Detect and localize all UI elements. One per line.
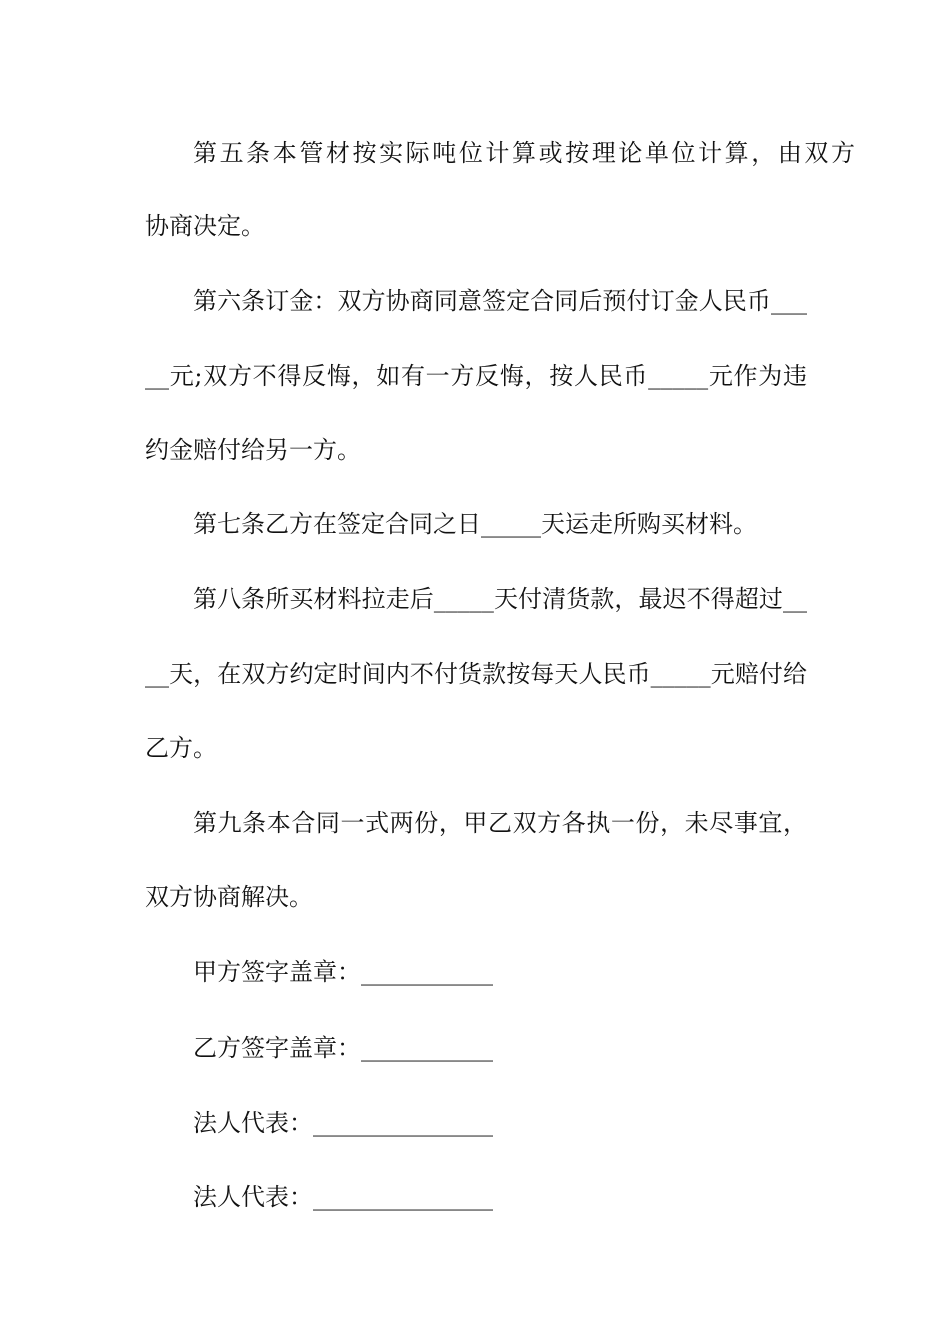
party-a-signature-line: 甲方签字盖章：___________ xyxy=(193,958,493,986)
article-5-line-2: 协商决定。 xyxy=(145,212,265,240)
article-5-line-1: 第五条本管材按实际吨位计算或按理论单位计算，由双方 xyxy=(193,139,855,167)
article-6-line-2: __元;双方不得反悔，如有一方反悔，按人民币_____元作为违 xyxy=(145,362,807,390)
legal-representative-line-1: 法人代表：_______________ xyxy=(193,1109,493,1137)
legal-representative-line-2: 法人代表：_______________ xyxy=(193,1183,493,1211)
article-8-line-3: 乙方。 xyxy=(145,734,217,762)
article-8-line-1: 第八条所买材料拉走后_____天付清货款，最迟不得超过__ xyxy=(193,585,807,613)
party-b-signature-line: 乙方签字盖章：___________ xyxy=(193,1034,493,1062)
article-7-line-1: 第七条乙方在签定合同之日_____天运走所购买材料。 xyxy=(193,510,757,538)
article-9-line-2: 双方协商解决。 xyxy=(145,883,313,911)
article-9-line-1: 第九条本合同一式两份，甲乙双方各执一份，未尽事宜， xyxy=(193,809,807,837)
article-6-line-1: 第六条订金：双方协商同意签定合同后预付订金人民币___ xyxy=(193,287,807,315)
article-8-line-2: __天，在双方约定时间内不付货款按每天人民币_____元赔付给 xyxy=(145,660,807,688)
article-6-line-3: 约金赔付给另一方。 xyxy=(145,436,361,464)
